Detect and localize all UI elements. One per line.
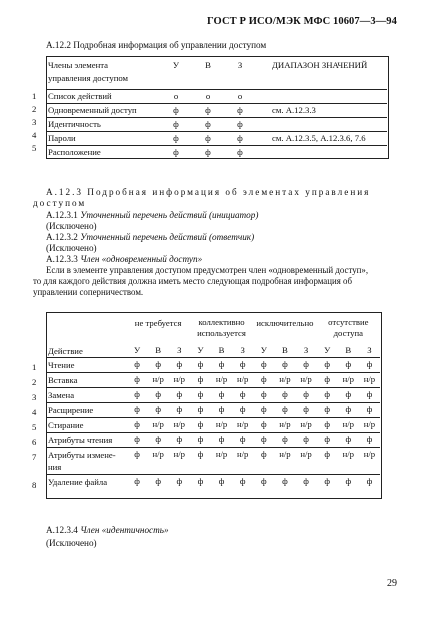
table1-cell: ф <box>224 104 256 118</box>
table2-cell: ф <box>148 388 169 403</box>
sub-header: У <box>324 345 331 355</box>
table2-cell: ф <box>359 433 380 448</box>
sub-header: У <box>133 345 141 355</box>
table1-cell: о <box>224 90 256 104</box>
table1-cell: ф <box>224 132 256 146</box>
table2-cell: ф <box>317 388 338 403</box>
table1-cell: см. А.12.3.3 <box>256 104 387 118</box>
row-number: 2 <box>32 377 37 387</box>
table1-cell: см. А.12.3.5, А.12.3.6, 7.6 <box>256 132 387 146</box>
table2-cell: ф <box>126 418 147 433</box>
table1-cell: о <box>160 90 192 104</box>
paragraph-a-12-3-3: А.12.3.3 Член «одновременный доступ» <box>46 254 203 264</box>
table2-cell: ф <box>211 358 232 373</box>
table2-cell: ф <box>317 433 338 448</box>
table1-header-z: З <box>237 60 243 70</box>
table1-header-range: ДИАПАЗОН ЗНАЧЕНИЙ <box>272 60 368 70</box>
table2-cell: ф <box>359 358 380 373</box>
table2-cell: н/р <box>274 448 295 475</box>
table1-cell: ф <box>192 132 224 146</box>
table1-header-members: Члены элемента управления доступом <box>48 60 129 83</box>
table2-cell: н/р <box>232 418 253 433</box>
table1-header-v: В <box>205 60 211 70</box>
action-name: Замена <box>46 388 126 403</box>
table1-cell: ф <box>224 118 256 132</box>
table2-cell: ф <box>232 433 253 448</box>
table1-cell <box>256 146 387 160</box>
table1-cell: о <box>192 90 224 104</box>
sub-header: В <box>155 345 162 355</box>
table2-cell: ф <box>338 403 359 418</box>
table2-cell: ф <box>126 373 147 388</box>
table1-cell: ф <box>160 146 192 160</box>
row-number: 4 <box>32 130 37 140</box>
page-header: ГОСТ Р ИСО/МЭК МФС 10607—3—94 <box>207 16 397 27</box>
body-paragraph-line1: Если в элементе управления доступом предусмотрен член «одновременный доступ», <box>46 265 369 275</box>
table2-cell: ф <box>190 358 211 373</box>
table-row <box>46 475 380 490</box>
table2-cell: ф <box>295 433 316 448</box>
paragraph-a-12-3-2-text: (Исключено) <box>46 243 97 253</box>
table1-header <box>46 57 387 90</box>
table2-cell: ф <box>338 358 359 373</box>
table2-cell: ф <box>169 358 190 373</box>
table2-cell: н/р <box>169 418 190 433</box>
table2-cell: ф <box>295 475 316 490</box>
table2-cell: ф <box>253 358 274 373</box>
page-number: 29 <box>387 578 397 589</box>
table2-cell: ф <box>317 475 338 490</box>
paragraph-a-12-3-1: А.12.3.1 Уточненный перечень действий (инициатор) <box>46 210 259 220</box>
table2-cell: ф <box>126 475 147 490</box>
table-row <box>46 146 387 160</box>
table2-cell: н/р <box>211 373 232 388</box>
row-number: 8 <box>32 480 37 490</box>
action-name: Атрибуты чтения <box>46 433 126 448</box>
table2-cell: ф <box>317 448 338 475</box>
table2-cell: ф <box>338 388 359 403</box>
sub-header: В <box>345 345 352 355</box>
table2-cell: ф <box>295 358 316 373</box>
table1-cell: Идентичность <box>46 118 160 132</box>
table2-cell: ф <box>317 373 338 388</box>
table2-cell: н/р <box>295 418 316 433</box>
table-row <box>46 403 380 418</box>
table2-cell: н/р <box>274 418 295 433</box>
table2-cell: ф <box>190 448 211 475</box>
body-paragraph-line3: управлении соперничеством. <box>33 287 144 297</box>
table2-cell: н/р <box>359 373 380 388</box>
table2-cell: ф <box>190 373 211 388</box>
table2-cell: ф <box>317 403 338 418</box>
table2-cell: н/р <box>169 448 190 475</box>
table1-cell: ф <box>224 146 256 160</box>
table1-cell: Расположение <box>46 146 160 160</box>
table2-cell: н/р <box>169 373 190 388</box>
table2-cell: ф <box>253 388 274 403</box>
table-row <box>46 358 380 373</box>
row-number: 7 <box>32 452 37 462</box>
table2-cell: ф <box>253 433 274 448</box>
table2-cell: н/р <box>148 448 169 475</box>
table2-cell: ф <box>232 475 253 490</box>
table2-cell: н/р <box>338 448 359 475</box>
table2-cell: ф <box>253 373 274 388</box>
table2-cell: ф <box>359 475 380 490</box>
table2-body <box>46 358 380 490</box>
table1-cell: Одновременный доступ <box>46 104 160 118</box>
table2-cell: ф <box>190 475 211 490</box>
table2-cell: ф <box>232 388 253 403</box>
table1-cell: Список действий <box>46 90 160 104</box>
table2-cell: ф <box>169 388 190 403</box>
row-number: 1 <box>32 91 37 101</box>
table-row <box>46 388 380 403</box>
table2-cell: ф <box>253 475 274 490</box>
table-row <box>46 448 380 475</box>
sub-header: У <box>260 345 267 355</box>
row-number: 4 <box>32 407 37 417</box>
table2-cell: ф <box>211 475 232 490</box>
table2-cell: ф <box>253 403 274 418</box>
table2-cell: н/р <box>359 418 380 433</box>
table2-cell: ф <box>126 358 147 373</box>
table2-cell: ф <box>274 403 295 418</box>
table2-cell: ф <box>359 388 380 403</box>
table2-cell: ф <box>211 433 232 448</box>
row-number: 5 <box>32 422 37 432</box>
section-a-12-3-title-cont: доступом <box>33 198 87 208</box>
row-number: 2 <box>32 104 37 114</box>
table2-cell: ф <box>148 475 169 490</box>
action-label: Действие <box>48 346 83 356</box>
table2-cell: ф <box>211 388 232 403</box>
table2-cell: ф <box>274 433 295 448</box>
table2-cell: ф <box>148 403 169 418</box>
table1-cell: ф <box>192 104 224 118</box>
sub-header: З <box>367 345 372 355</box>
table1-cell: ф <box>160 132 192 146</box>
table2-cell: н/р <box>211 418 232 433</box>
table2-cell: н/р <box>295 373 316 388</box>
group-not-required: не требуется <box>134 318 182 328</box>
table-row <box>46 90 387 104</box>
table-row <box>46 118 387 132</box>
row-number: 3 <box>32 392 37 402</box>
table2-cell: н/р <box>232 448 253 475</box>
table1-cell: ф <box>192 146 224 160</box>
sub-header: В <box>218 345 225 355</box>
table2-cell: ф <box>190 388 211 403</box>
action-name: Чтение <box>46 358 126 373</box>
row-number: 6 <box>32 437 37 447</box>
table2-cell: ф <box>232 403 253 418</box>
table2-cell: ф <box>169 403 190 418</box>
table1-cell: Пароли <box>46 132 160 146</box>
action-name: Стирание <box>46 418 126 433</box>
table2-cell: ф <box>126 433 147 448</box>
table2-cell: ф <box>274 475 295 490</box>
table2-cell: ф <box>359 403 380 418</box>
action-name: Расщирение <box>46 403 126 418</box>
table1-cell: ф <box>192 118 224 132</box>
table-row <box>46 418 380 433</box>
group-shared: коллективно используется <box>197 317 246 338</box>
table2-cell: ф <box>338 433 359 448</box>
contention-control-table <box>46 313 380 489</box>
table2-cell: н/р <box>211 448 232 475</box>
table2-cell: ф <box>148 358 169 373</box>
table2-cell: н/р <box>232 373 253 388</box>
table-row <box>46 373 380 388</box>
paragraph-a-12-3-4: А.12.3.4 Член «идентичность» <box>46 525 169 535</box>
table2-cell: ф <box>274 388 295 403</box>
table2-group-header <box>46 313 380 343</box>
table2-cell: н/р <box>148 373 169 388</box>
action-name: Удаление файла <box>46 475 126 490</box>
table2-cell: н/р <box>338 373 359 388</box>
table2-cell: ф <box>190 418 211 433</box>
paragraph-a-12-3-1-text: (Исключено) <box>46 221 97 231</box>
table1-cell <box>256 90 387 104</box>
sub-header: В <box>282 345 288 355</box>
table2-cell: н/р <box>295 448 316 475</box>
table2-cell: ф <box>253 448 274 475</box>
table1-cell: ф <box>160 104 192 118</box>
table2-cell: ф <box>317 418 338 433</box>
table2-cell: ф <box>169 475 190 490</box>
row-number: 1 <box>32 362 37 372</box>
sub-header: У <box>197 345 204 355</box>
action-name: Атрибуты измене- ния <box>46 448 126 475</box>
sub-header: З <box>303 345 309 355</box>
sub-header: З <box>177 345 182 355</box>
table2-cell: н/р <box>359 448 380 475</box>
table1-cell: ф <box>160 118 192 132</box>
table-row <box>46 104 387 118</box>
table2-sub-header <box>46 343 380 358</box>
section-a-12-2-title: А.12.2 Подробная информация об управлении доступом <box>46 40 267 50</box>
table2-cell: ф <box>126 448 147 475</box>
table2-cell: ф <box>253 418 274 433</box>
table2-cell: ф <box>274 358 295 373</box>
table2-cell: ф <box>317 358 338 373</box>
table2-cell: ф <box>190 433 211 448</box>
table2-cell: ф <box>126 403 147 418</box>
group-no-access: отсутствие доступа <box>328 317 369 338</box>
table2-cell: ф <box>211 403 232 418</box>
table-row <box>46 433 380 448</box>
body-paragraph-line2: то для каждого действия должна иметь место следующая подробная информация об <box>33 276 352 286</box>
table2-cell: ф <box>295 403 316 418</box>
section-a-12-3-title: А.12.3 Подробная информация об элементах управления <box>46 187 371 197</box>
table2-cell: н/р <box>338 418 359 433</box>
sub-header: З <box>240 345 245 355</box>
access-control-table <box>46 57 387 159</box>
table-row <box>46 132 387 146</box>
table2-cell: ф <box>148 433 169 448</box>
table2-cell: ф <box>232 358 253 373</box>
table2-cell: н/р <box>274 373 295 388</box>
table1-header-u: У <box>172 60 180 70</box>
row-number: 3 <box>32 117 37 127</box>
row-number: 5 <box>32 143 37 153</box>
table2-cell: н/р <box>148 418 169 433</box>
group-exclusive: исключительно <box>256 318 314 328</box>
paragraph-a-12-3-4-text: (Исключено) <box>46 538 97 548</box>
table2-cell: ф <box>338 475 359 490</box>
table2-cell: ф <box>295 388 316 403</box>
action-name: Вставка <box>46 373 126 388</box>
table2-cell: ф <box>190 403 211 418</box>
paragraph-a-12-3-2: А.12.3.2 Уточненный перечень действий (ответчик) <box>46 232 255 242</box>
table1-cell <box>256 118 387 132</box>
table2-cell: ф <box>169 433 190 448</box>
table2-cell: ф <box>126 388 147 403</box>
